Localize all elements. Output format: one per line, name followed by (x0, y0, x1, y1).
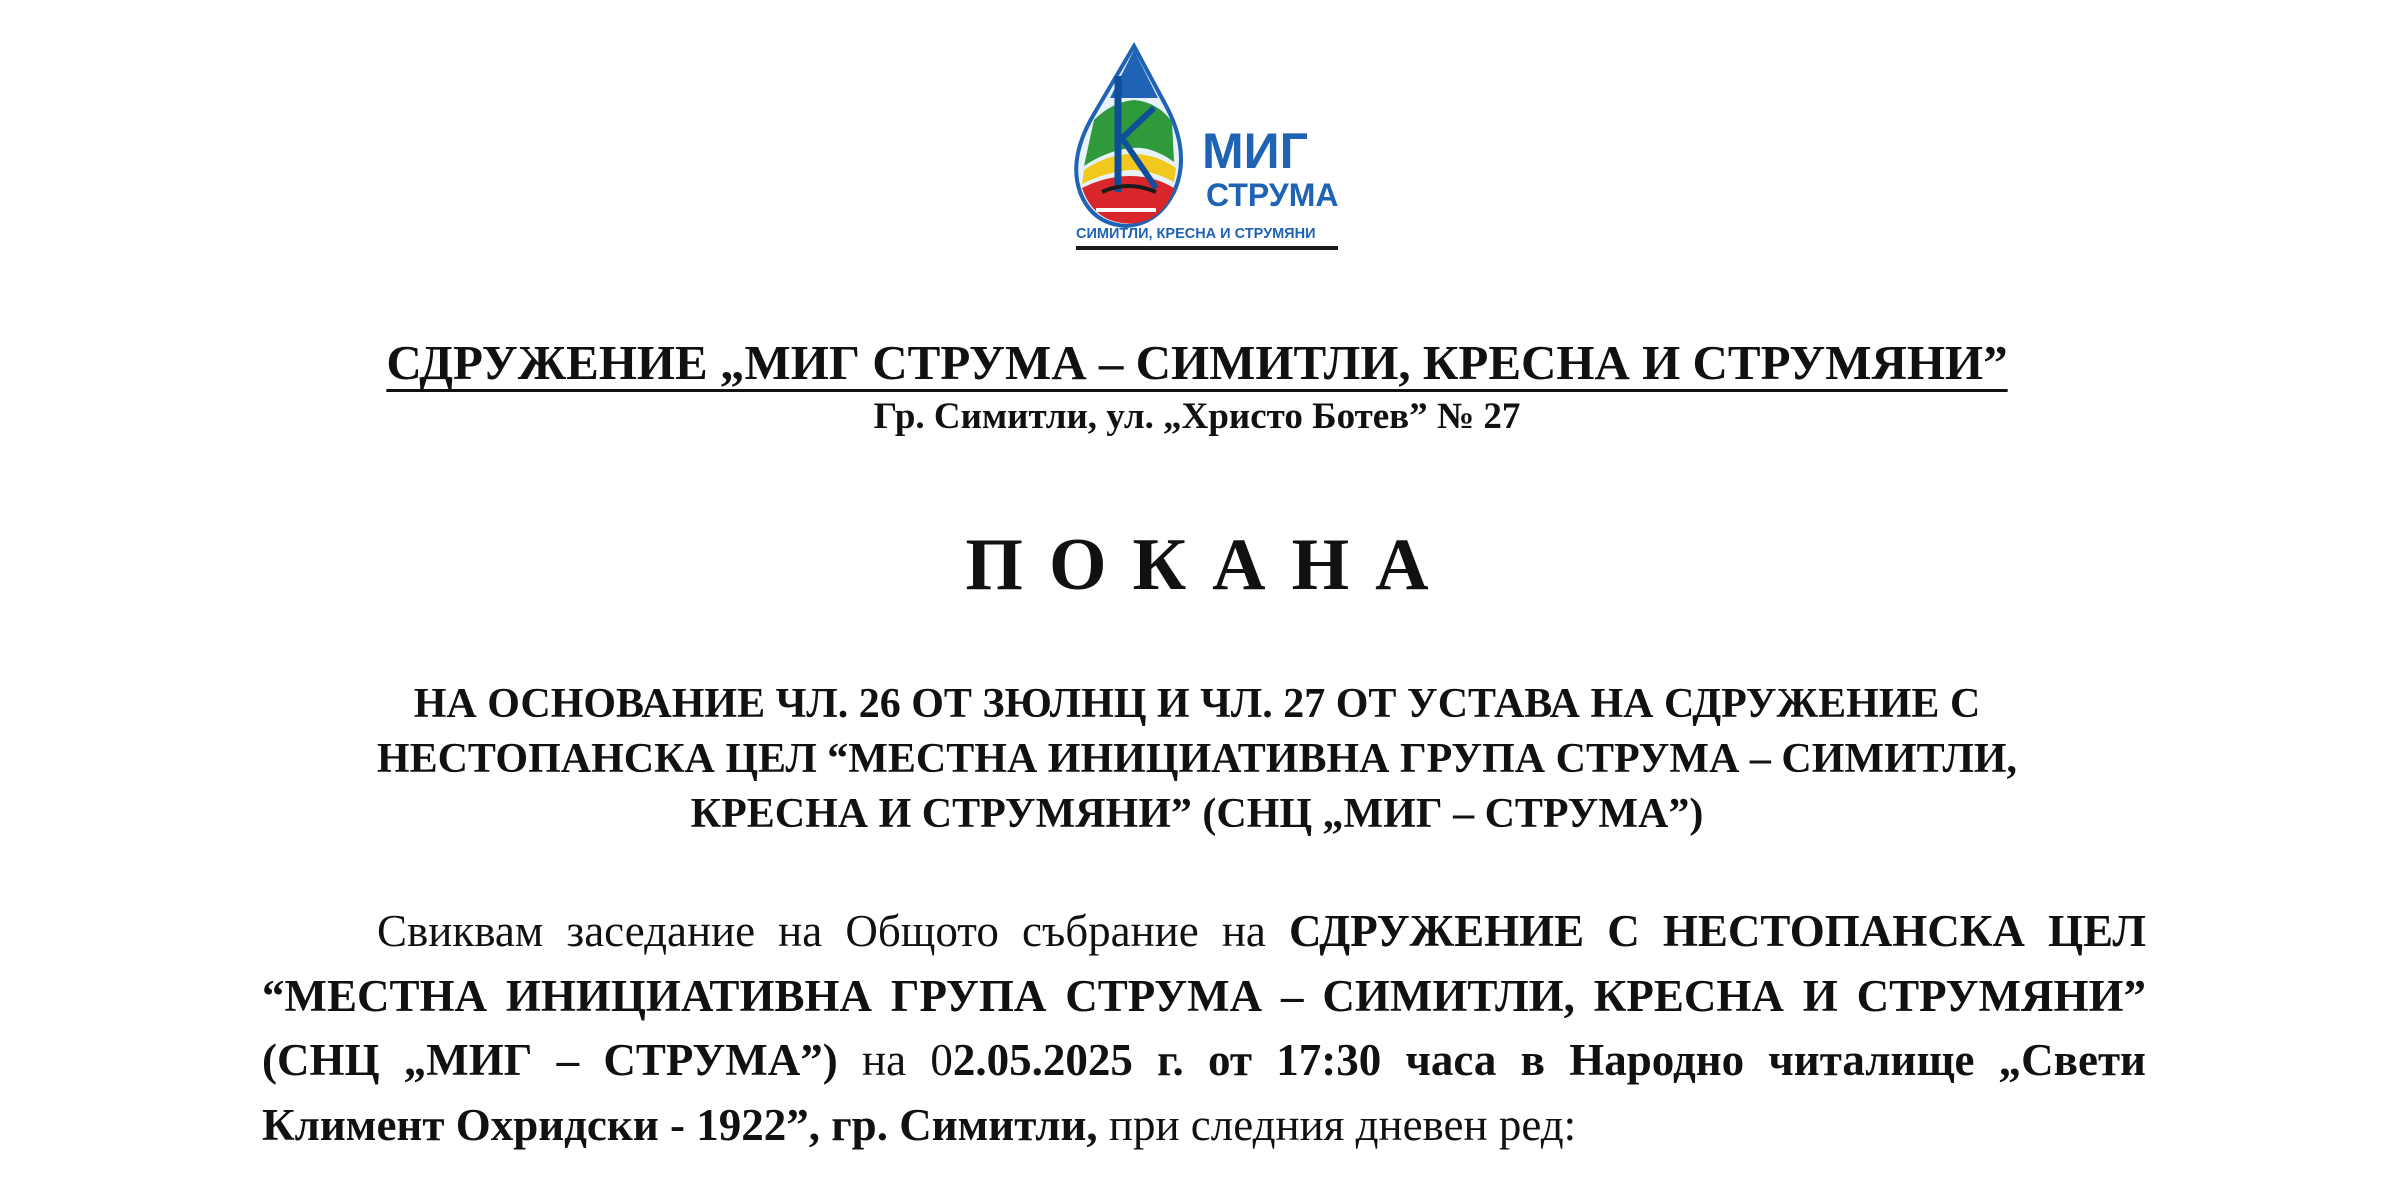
logo-brand-line2: СТРУМА (1206, 177, 1339, 213)
document-title: ПОКАНА (965, 524, 1455, 606)
agenda-intro: при следния дневен ред: (1097, 1099, 1577, 1150)
logo-brand-line1: МИГ (1202, 123, 1308, 179)
on-text: на (837, 1035, 931, 1085)
organization-name (0, 333, 2394, 393)
intro-text: Свиквам заседание на Общото събрание на (377, 906, 1290, 956)
legal-basis-heading: НА ОСНОВАНИЕ ЧЛ. 26 ОТ ЗЮЛНЦ И ЧЛ. 27 ОТ УСТАВА НА СДРУЖЕНИЕ С НЕСТОПАНСКА ЦЕЛ “МЕСТНА ИНИЦИАТИВНА ГРУПА СТРУМА – СИМИТЛИ, КРЕСНА И СТРУМЯНИ” (СНЦ „МИГ – СТРУМА”) (376, 681, 2018, 837)
date-prefix: 0 (930, 1035, 953, 1085)
organization-address: Гр. Симитли, ул. „Христо Ботев” № 27 (873, 396, 1521, 437)
organization-name-text: СДРУЖЕНИЕ „МИГ СТРУМА – СИМИТЛИ, КРЕСНА И СТРУМЯНИ” (386, 335, 2008, 390)
mig-struma-logo-icon (1072, 42, 1344, 260)
meeting-date-place: 2.05.2025 г. от 17:30 часа в Народно читалище „Свети Климент Охридски - 1922”, гр. Симитли, (262, 1035, 2146, 1150)
invitation-paragraph (262, 899, 2146, 1157)
logo-tagline: СИМИТЛИ, КРЕСНА И СТРУМЯНИ (1076, 226, 1316, 242)
logo (1072, 42, 1344, 260)
association-name: СДРУЖЕНИЕ С НЕСТОПАНСКА ЦЕЛ “МЕСТНА ИНИЦИАТИВНА ГРУПА СТРУМА – СИМИТЛИ, КРЕСНА И СТРУМЯНИ” (СНЦ „МИГ – СТРУМА”) (262, 906, 2146, 1085)
